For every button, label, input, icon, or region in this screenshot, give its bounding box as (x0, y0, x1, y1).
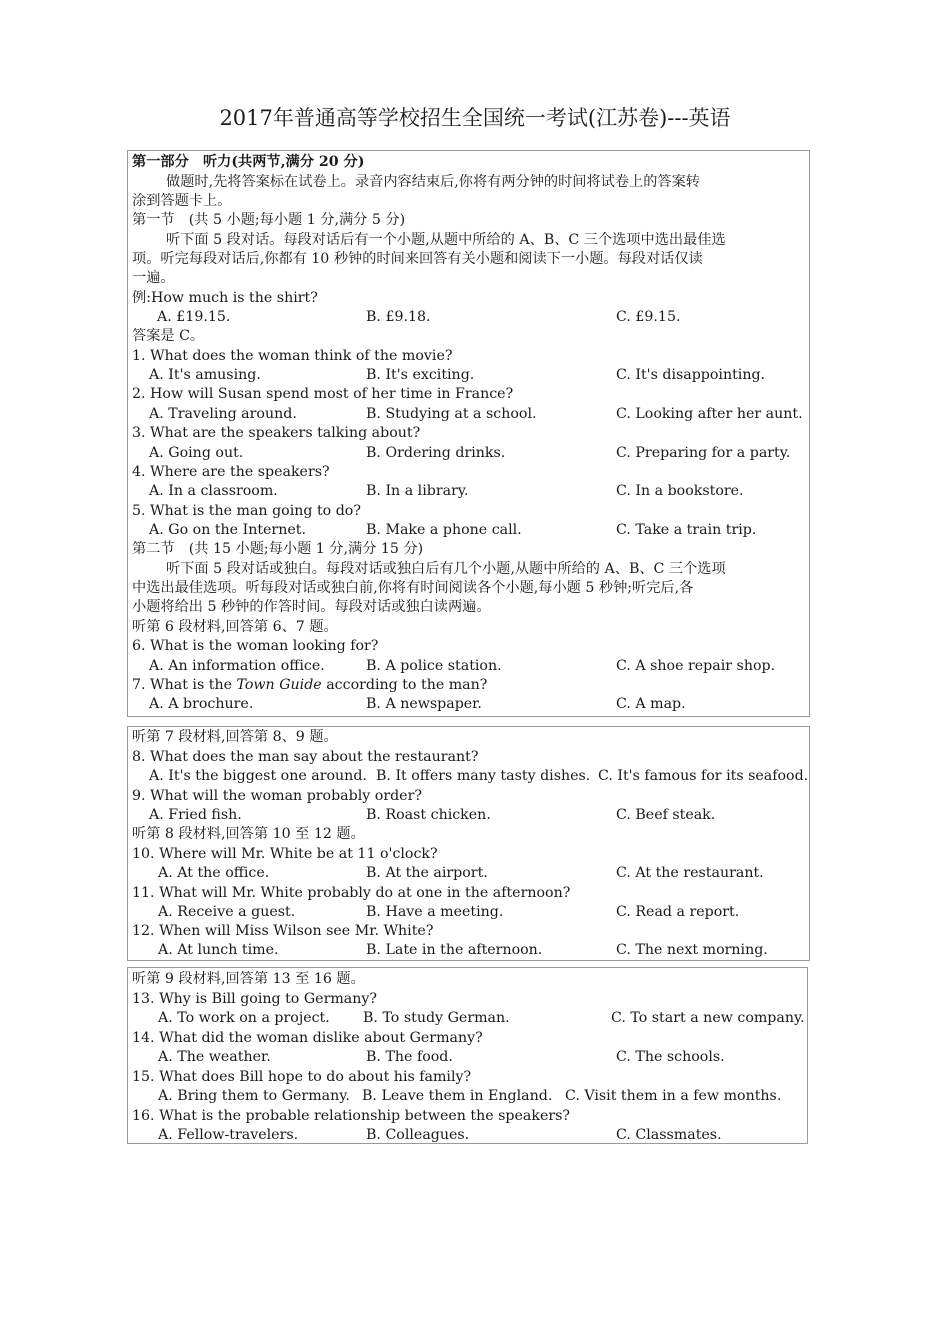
option-a: A. Traveling around. (149, 406, 297, 422)
option-a: A. In a classroom. (149, 483, 278, 499)
section1-heading: 第一节 (共 5 小题;每小题 1 分,满分 5 分) (132, 212, 406, 228)
option-c: C. In a bookstore. (616, 483, 744, 499)
option-b: B. At the airport. (366, 865, 488, 881)
part-heading: 第一部分 听力(共两节,满分 20 分) (132, 154, 365, 170)
question-9: 9. What will the woman probably order? (132, 788, 422, 804)
option-c: C. To start a new company. (611, 1010, 805, 1026)
option-a: A. It's the biggest one around. (149, 768, 367, 784)
question-7 (132, 676, 487, 695)
option-c: C. Beef steak. (616, 807, 716, 823)
option-a: A. At lunch time. (158, 942, 279, 958)
option-c: C. Read a report. (616, 904, 740, 920)
question-14: 14. What did the woman dislike about Germany? (132, 1030, 483, 1046)
example-question: 例:How much is the shirt? (132, 290, 318, 306)
question-7-italic: Town Guide (236, 677, 322, 693)
option-a: A. £19.15. (157, 309, 231, 325)
option-a: A. A brochure. (149, 696, 254, 712)
option-b: B. Late in the afternoon. (366, 942, 543, 958)
question-8: 8. What does the man say about the restaurant? (132, 749, 479, 765)
option-b: B. Make a phone call. (366, 522, 522, 538)
option-a: A. Bring them to Germany. (158, 1088, 350, 1104)
option-b: B. A police station. (366, 658, 502, 674)
option-b: B. Studying at a school. (366, 406, 537, 422)
option-b: B. Roast chicken. (366, 807, 491, 823)
option-b: B. It offers many tasty dishes. (376, 768, 591, 784)
option-c: C. The schools. (616, 1049, 725, 1065)
listening-section-box-3 (127, 967, 808, 1144)
question-12-options (132, 941, 802, 960)
option-c: C. At the restaurant. (616, 865, 764, 881)
question-9-options (132, 806, 802, 825)
option-b: B. The food. (366, 1049, 453, 1065)
option-a: A. An information office. (149, 658, 325, 674)
material-heading: 听第 8 段材料,回答第 10 至 12 题。 (132, 826, 365, 842)
question-13-options (132, 1009, 805, 1028)
example-options (132, 308, 802, 327)
question-8-options (132, 767, 808, 786)
option-a: A. Going out. (149, 445, 244, 461)
question-6: 6. What is the woman looking for? (132, 638, 379, 654)
option-a: A. To work on a project. (158, 1010, 330, 1026)
option-b: B. £9.18. (366, 309, 431, 325)
question-11-options (132, 903, 802, 922)
option-c: C. Preparing for a party. (616, 445, 791, 461)
question-7-options (132, 695, 802, 714)
question-11: 11. What will Mr. White probably do at one in the afternoon? (132, 885, 571, 901)
question-1: 1. What does the woman think of the movie? (132, 348, 453, 364)
option-b: B. In a library. (366, 483, 469, 499)
question-10: 10. Where will Mr. White be at 11 o'clock? (132, 846, 438, 862)
question-10-options (132, 864, 802, 883)
question-7-text: 7. What is the (132, 677, 237, 693)
question-5: 5. What is the man going to do? (132, 503, 361, 519)
option-c: C. Visit them in a few months. (565, 1088, 782, 1104)
question-7-text-end: according to the man? (321, 677, 488, 693)
option-a: A. At the office. (158, 865, 270, 881)
question-1-options (132, 366, 802, 385)
option-b: B. Leave them in England. (362, 1088, 553, 1104)
question-15: 15. What does Bill hope to do about his family? (132, 1069, 472, 1085)
option-a: A. The weather. (158, 1049, 271, 1065)
question-5-options (132, 521, 802, 540)
listening-section-box-2 (127, 726, 810, 961)
option-b: B. A newspaper. (366, 696, 482, 712)
option-c: C. A shoe repair shop. (616, 658, 776, 674)
option-c: C. The next morning. (616, 942, 768, 958)
option-b: B. Colleagues. (366, 1127, 470, 1143)
option-a: A. It's amusing. (149, 367, 261, 383)
option-b: B. To study German. (363, 1010, 510, 1026)
option-a: A. Go on the Internet. (149, 522, 306, 538)
question-3: 3. What are the speakers talking about? (132, 425, 421, 441)
question-2: 2. How will Susan spend most of her time in France? (132, 386, 514, 402)
question-14-options (132, 1048, 802, 1067)
page-title: 2017年普通高等学校招生全国统一考试(江苏卷)---英语 (219, 106, 731, 130)
option-a: A. Receive a guest. (158, 904, 296, 920)
question-2-options (132, 405, 802, 424)
question-4: 4. Where are the speakers? (132, 464, 330, 480)
section2-intro: 听下面 5 段对话或独白。每段对话或独白后有几个小题,从题中所给的 A、B、C 三个选项 (166, 561, 726, 577)
option-a: A. Fellow-travelers. (158, 1127, 299, 1143)
example-answer: 答案是 C。 (132, 328, 205, 344)
section2-heading: 第二节 (共 15 小题;每小题 1 分,满分 15 分) (132, 541, 424, 557)
question-4-options (132, 482, 802, 501)
question-16: 16. What is the probable relationship between the speakers? (132, 1108, 571, 1124)
question-16-options (132, 1126, 802, 1145)
option-c: C. A map. (616, 696, 686, 712)
intro-line: 做题时,先将答案标在试卷上。录音内容结束后,你将有两分钟的时间将试卷上的答案转 (166, 174, 700, 190)
material-heading: 听第 6 段材料,回答第 6、7 题。 (132, 619, 338, 635)
section1-intro: 项。听完每段对话后,你都有 10 秒钟的时间来回答有关小题和阅读下一小题。每段对话仅读 (132, 251, 703, 267)
question-6-options (132, 657, 802, 676)
option-c: C. Take a train trip. (616, 522, 757, 538)
question-12: 12. When will Miss Wilson see Mr. White? (132, 923, 434, 939)
option-b: B. Ordering drinks. (366, 445, 506, 461)
listening-section-box-1 (127, 150, 810, 717)
option-b: B. It's exciting. (366, 367, 475, 383)
option-c: C. It's famous for its seafood. (598, 768, 809, 784)
intro-line: 涂到答题卡上。 (132, 193, 232, 209)
section1-intro: 一遍。 (132, 270, 175, 286)
option-c: C. £9.15. (616, 309, 681, 325)
option-c: C. It's disappointing. (616, 367, 766, 383)
option-a: A. Fried fish. (149, 807, 242, 823)
option-c: C. Looking after her aunt. (616, 406, 803, 422)
section1-intro: 听下面 5 段对话。每段对话后有一个小题,从题中所给的 A、B、C 三个选项中选出最佳选 (166, 232, 726, 248)
material-heading: 听第 7 段材料,回答第 8、9 题。 (132, 729, 338, 745)
section2-intro: 小题将给出 5 秒钟的作答时间。每段对话或独白读两遍。 (132, 599, 491, 615)
section2-intro: 中选出最佳选项。听每段对话或独白前,你将有时间阅读各个小题,每小题 5 秒钟;听完后,各 (132, 580, 694, 596)
option-b: B. Have a meeting. (366, 904, 504, 920)
question-15-options (132, 1087, 802, 1106)
question-13: 13. Why is Bill going to Germany? (132, 991, 378, 1007)
question-3-options (132, 444, 802, 463)
option-c: C. Classmates. (616, 1127, 722, 1143)
material-heading: 听第 9 段材料,回答第 13 至 16 题。 (132, 971, 365, 987)
